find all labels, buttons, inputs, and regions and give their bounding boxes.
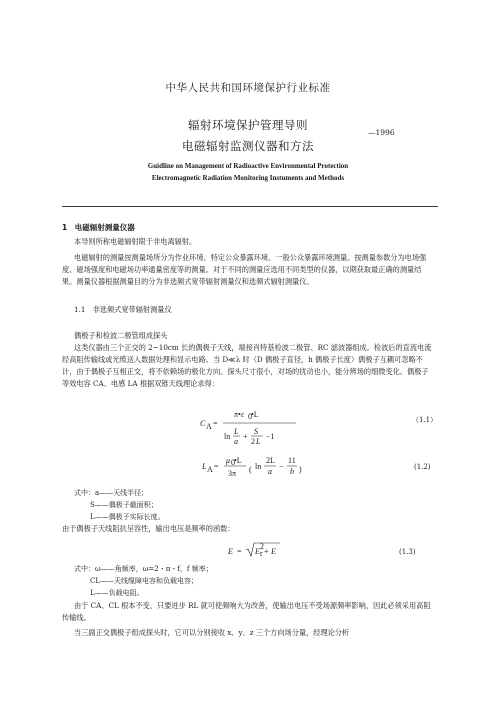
where-s: S——偶极子截面积； [90, 501, 158, 509]
where-l: L——偶极子实际长度。 [90, 513, 165, 521]
where-cl: CL——天线缆障电容和负载电容； [90, 577, 199, 585]
svg-text:ln: ln [255, 462, 262, 471]
paragraph-probe: 偶极子和检波二极管组成探头 [74, 331, 168, 340]
paragraph-three-dipoles: 当三副正交偶极子组成探头时，它可以分别接收 x、y、z 三个方向场分量，经理论分析 [74, 628, 350, 637]
equation-1-2-number: (1.2) [414, 463, 431, 471]
svg-text:L: L [256, 437, 261, 446]
svg-text:L: L [202, 462, 207, 471]
subsection-heading: 1.1 非选频式宽带辐射测量仪 [74, 305, 172, 314]
svg-text:0: 0 [248, 412, 252, 421]
equation-1-1-number: （1.1） [412, 416, 438, 424]
svg-text:r: r [260, 549, 263, 558]
header-divider [62, 206, 438, 207]
svg-text:+: + [243, 432, 248, 441]
english-title-line1: Guidline on Management of Radioactive Environmental Protection [147, 162, 349, 170]
svg-text:a: a [234, 437, 238, 446]
svg-text:L: L [234, 427, 239, 436]
english-title-line2: Electromagnetic Radiation Monitoring Instuments and Methods [151, 174, 345, 182]
svg-text:a: a [268, 467, 272, 476]
svg-text:(: ( [249, 465, 252, 474]
standard-code: —1996 [368, 128, 395, 137]
svg-text:E: E [228, 547, 233, 556]
paragraph-dipole: 这类仪器由三个正交的 2~10cm 长的偶极子天线，端接肖特基检波二极管、RC 滤波器组成。检波后的直流电流经高阻传输线或光缆送入数据处理和显示电路。当 D≪λ 时（D 偶极子直径，h 偶极子长度）偶极子互耦可忽略不计，由于偶极子互相正交，将不依赖场的极化方向。探头尺寸很小，对场的扰动也小，能分辨场的细微变化。偶极子等效电容 CA、电感 LA 根据双锥天线理论求得： [62, 343, 432, 388]
section-heading: 1 电磁辐射测量仪器 [62, 223, 135, 232]
svg-text:b: b [290, 467, 294, 476]
svg-text:11: 11 [288, 456, 296, 465]
svg-text:μ: μ [226, 456, 231, 465]
svg-text:+: + [264, 547, 269, 556]
paragraph-frequency-response: 由于 CA、CL 根本不变，只要进步 RL 就可使频响大为改善，使输出电压不受场源频率影响，因此必须采用高阻传输线。 [62, 601, 431, 622]
where-a: 式中：a——天线半径； [74, 489, 149, 497]
svg-text:−: − [279, 462, 284, 471]
svg-text:3π: 3π [228, 469, 237, 478]
paragraph-scope: 本导则所称电磁辐射限于非电离辐射。 [74, 237, 197, 246]
svg-text:•L: •L [251, 410, 259, 419]
where-load: L——负载电阻。 [90, 589, 144, 597]
svg-text:2L: 2L [266, 456, 275, 465]
svg-text:=: = [214, 462, 219, 471]
svg-text:S: S [254, 427, 258, 436]
svg-text:): ) [299, 465, 302, 474]
svg-text:•L: •L [234, 456, 242, 465]
document-title-line1: 辐射环境保护管理导则 [188, 118, 308, 132]
svg-text:E: E [255, 547, 260, 556]
svg-text:=: = [213, 419, 218, 428]
svg-text:E: E [271, 547, 276, 556]
equation-1-1 [200, 410, 320, 452]
svg-text:0: 0 [231, 458, 235, 467]
equation-1-3 [228, 540, 308, 560]
svg-text:2: 2 [260, 542, 264, 551]
where-omega: 式中：ω——角频率，ω=2・π・f，f 频率； [74, 565, 213, 573]
svg-text:A: A [206, 422, 212, 431]
standard-body-title: 中华人民共和国环境保护行业标准 [165, 82, 331, 94]
equation-1-2 [202, 453, 322, 487]
svg-text:=: = [237, 547, 242, 556]
svg-text:π•ε: π•ε [234, 410, 245, 419]
svg-text:A: A [207, 465, 213, 474]
equation-1-3-number: (1.3) [399, 548, 416, 556]
document-title-line2: 电磁辐射监测仪器和方法 [182, 139, 314, 153]
svg-text:−1: −1 [266, 432, 275, 441]
paragraph-impedance: 由于偶极子天线阻抗呈容性，输出电压是频率的函数： [62, 524, 235, 533]
svg-text:2: 2 [251, 437, 255, 446]
svg-text:C: C [200, 419, 206, 428]
svg-text:ln: ln [224, 432, 231, 441]
paragraph-classification: 电磁辐射的测量按测量场所分为作业环境、特定公众暴露环境、一般公众暴露环境测量。按测量参数分为电场强度、磁场强度和电磁场功率通量密度等的测量。对于不同的测量应选用不同类型的仪器，以期获取最正确的测量结果。测量仪器根据测量目的分为非选频式宽带辐射测量仪和选频式辐射测量仪。 [62, 253, 427, 286]
